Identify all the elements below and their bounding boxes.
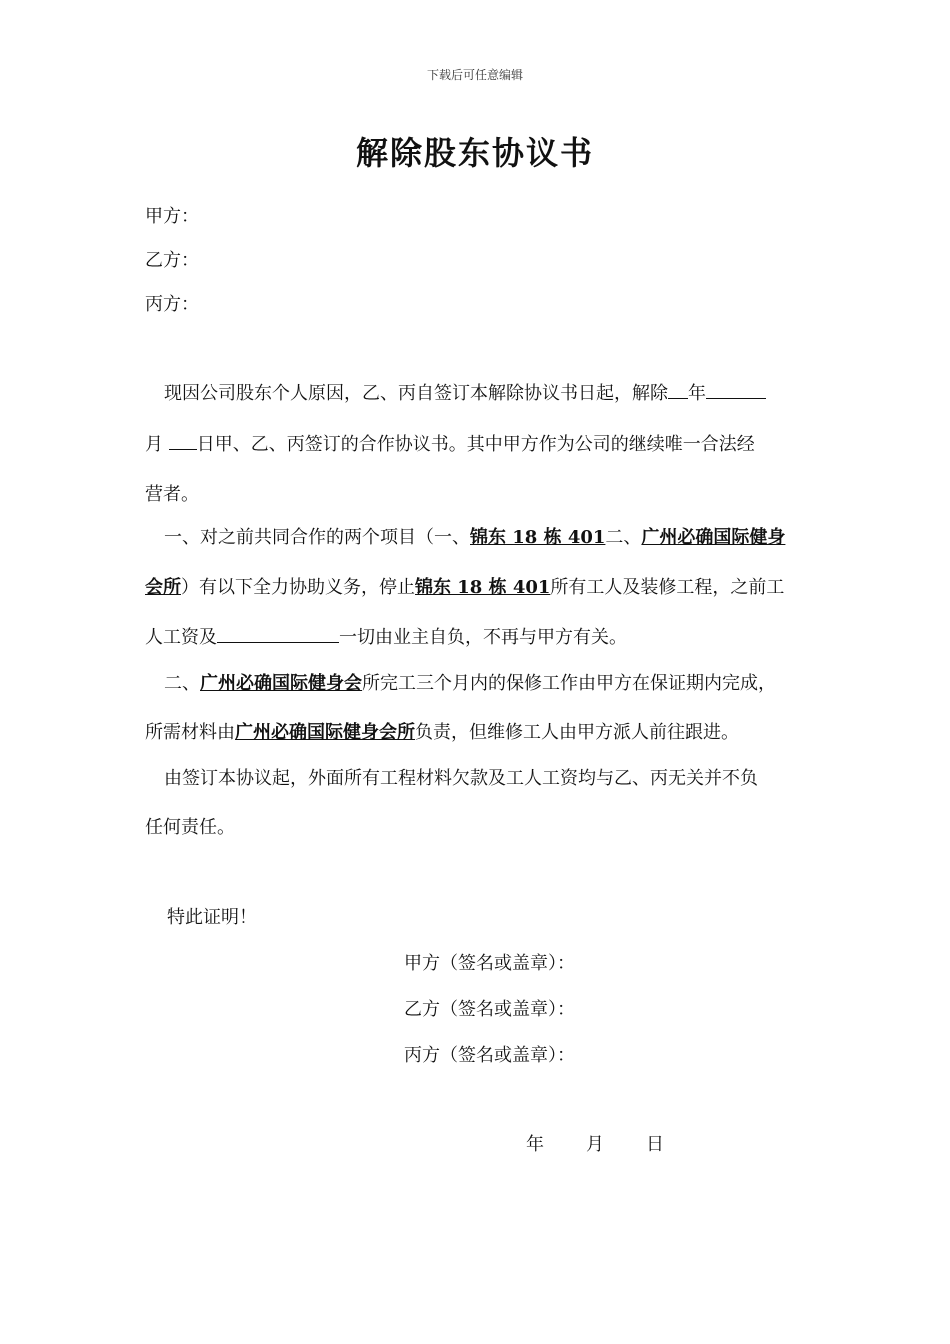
p2-line-3 [145,623,627,649]
document-title: 解除股东协议书 [355,134,594,172]
project-2-name-part2: 会所 [145,577,181,598]
project-2-name-part1: 广州必确国际健身 [641,527,786,548]
p4-line-2: 任何责任。 [145,817,235,838]
p2-text-f: 一切由业主自负，不再与甲方有关。 [339,627,627,648]
p2-text-c: ）有以下全力协助义务，停止 [181,577,415,598]
p1-text-b: 日甲、乙、丙签订的合作协议书。其中甲方作为公司的继续唯一合法经 [196,434,755,455]
p2-text-a: 一、对之前共同合作的两个项目（一、 [164,527,470,548]
p3-line-2 [145,718,739,744]
p3-text-a: 二、 [164,673,200,694]
p1-text-a: 现因公司股东个人原因，乙、丙自签订本解除协议书日起，解除 [164,383,668,404]
p2-text-d: 所有工人及装修工程，之前工 [550,577,785,598]
club-name-full: 广州必确国际健身会所 [235,722,415,743]
party-c-label: 丙方： [145,294,199,315]
p1-line-2 [145,430,755,456]
club-name-short: 广州必确国际健身会 [200,673,362,694]
month-blank [169,433,197,450]
party-a-label: 甲方： [145,206,199,227]
date-line: 年 月 日 [526,1134,666,1155]
signature-party-a: 甲方（签名或盖章）： [404,953,575,974]
p1-text-month: 月 [145,434,163,455]
project-1-name-repeat: 锦东 18 栋 401 [415,577,551,598]
header-note: 下载后可任意编辑 [426,68,523,82]
party-b-label: 乙方： [145,250,199,271]
signature-party-c: 丙方（签名或盖章）： [404,1045,575,1066]
p3-line-1 [164,669,776,695]
signature-party-b: 乙方（签名或盖章）： [404,999,575,1020]
p2-line-2 [145,573,784,599]
p3-text-c: 所需材料由 [145,722,235,743]
project-1-name: 锦东 18 栋 401 [470,527,606,548]
p2-text-b: 二、 [605,527,642,548]
p1-line-1 [164,379,766,405]
year-blank [668,382,688,399]
closing-statement: 特此证明！ [167,907,257,928]
year-value-blank [706,382,766,399]
p4-line-1: 由签订本协议起，外面所有工程材料欠款及工人工资均与乙、丙无关并不负 [164,768,758,789]
p3-text-b: 所完工三个月内的保修工作由甲方在保证期内完成， [362,673,776,694]
p3-text-d: 负责，但维修工人由甲方派人前往跟进。 [415,722,739,743]
p1-line-3: 营者。 [145,484,199,505]
p1-text-year: 年 [688,383,706,404]
p2-line-1 [164,523,785,549]
p2-text-e: 人工资及 [145,627,217,648]
wage-blank [217,626,339,643]
